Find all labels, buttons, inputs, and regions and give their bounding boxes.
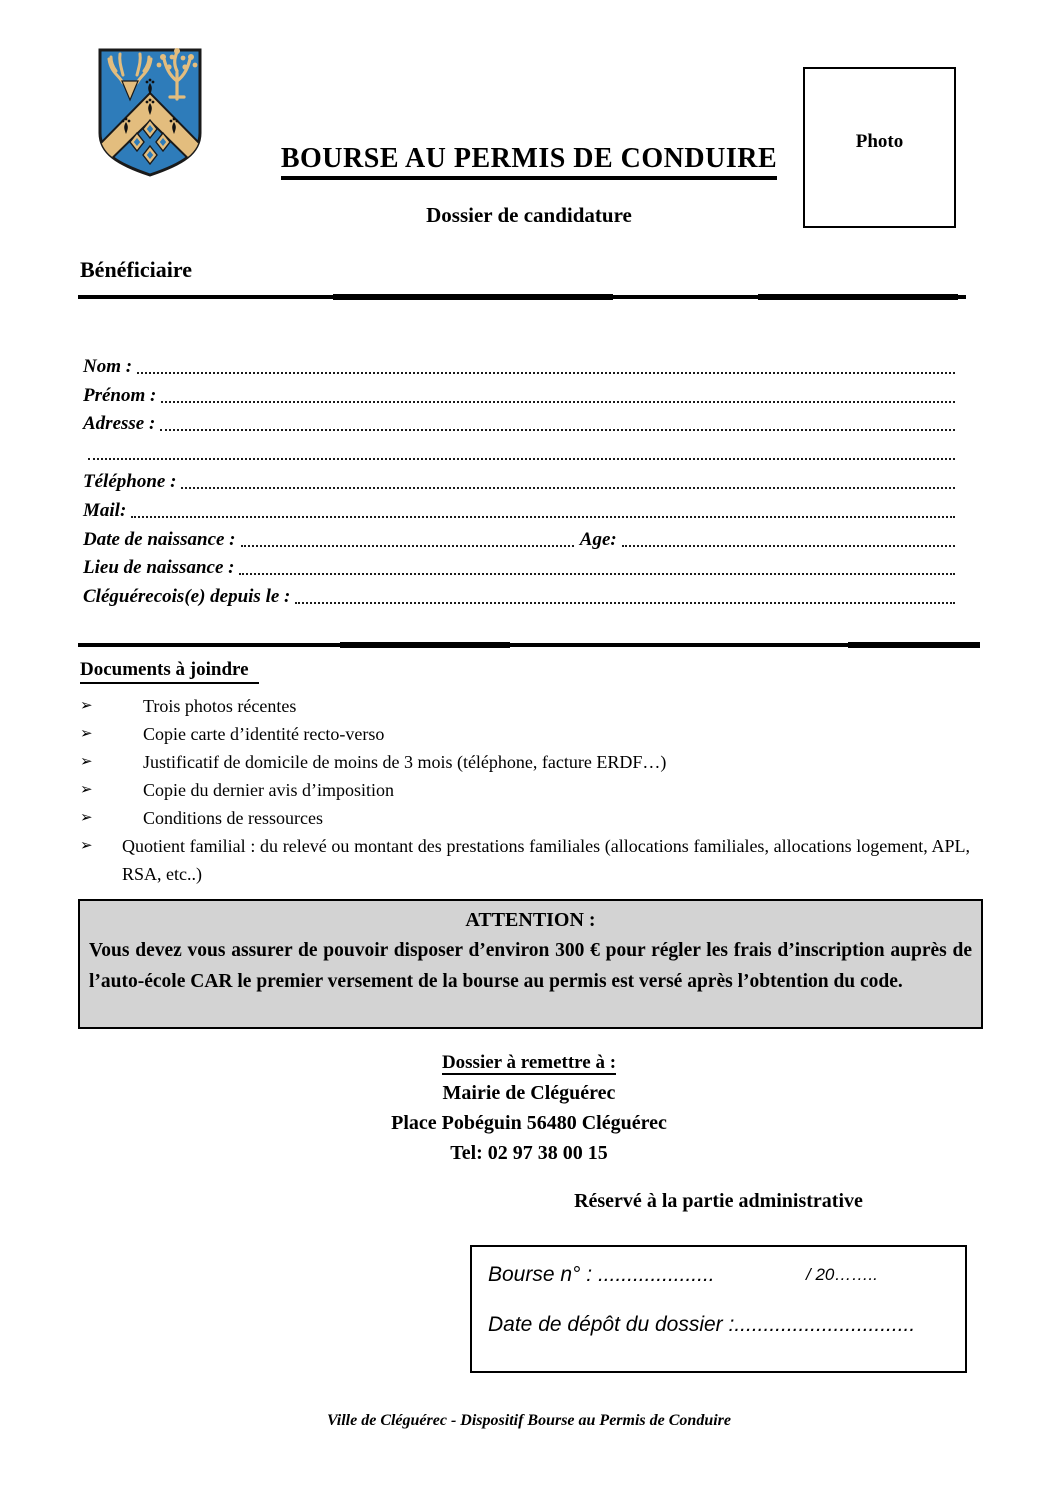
list-item-text: Copie du dernier avis d’imposition: [143, 780, 394, 800]
bourse-year-label: / 20……..: [806, 1265, 878, 1284]
fill-in-line: [295, 602, 955, 604]
field-prenom: [83, 378, 955, 407]
submit-heading: Dossier à remettre à :: [441, 1052, 617, 1073]
photo-label: Photo: [855, 131, 904, 152]
list-item: [80, 832, 970, 888]
admin-bourse-row: [488, 1263, 949, 1293]
arrow-bullet-icon: ➢: [80, 698, 93, 714]
fill-in-line: [241, 545, 574, 547]
fill-in-line: [622, 545, 955, 547]
submit-line: Place Pobéguin 56480 Cléguérec: [391, 1112, 667, 1134]
divider-line-top: [78, 295, 966, 299]
field-label: Prénom :: [83, 384, 157, 406]
list-item-text: Copie carte d’identité recto-verso: [143, 724, 385, 744]
field-telephone: [83, 464, 955, 493]
page-footer: Ville de Cléguérec - Dispositif Bourse au Permis de Conduire: [326, 1412, 731, 1429]
list-item-text: Quotient familial : du relevé ou montant des prestations familiales (allocations familiales, allocations logement, APL, RSA, etc..): [122, 836, 970, 884]
submit-line: Mairie de Cléguérec: [442, 1082, 616, 1104]
list-item: [80, 748, 970, 776]
list-item: [80, 804, 970, 832]
fill-in-line: [137, 372, 955, 374]
attention-body: Vous devez vous assurer de pouvoir disposer d’environ 300 € pour régler les frais d’inscription auprès de l’auto-école CAR le premier versement de la bourse au permis est versé après l’obtention du code.: [89, 940, 972, 992]
list-item-text: Trois photos récentes: [143, 696, 297, 716]
page-subtitle: Dossier de candidature: [426, 203, 632, 227]
fill-in-line: [161, 401, 955, 403]
field-label: Téléphone :: [83, 470, 177, 492]
arrow-bullet-icon: ➢: [80, 838, 93, 854]
field-label: Mail:: [83, 499, 127, 521]
field-label: Date de naissance :: [83, 528, 236, 550]
documents-heading: Documents à joindre: [80, 659, 259, 684]
field-adresse: [83, 407, 955, 436]
list-item: [80, 692, 970, 720]
submit-line: Tel: 02 97 38 00 15: [450, 1142, 608, 1164]
attention-box: [78, 899, 983, 1029]
submit-address-block: [0, 1048, 1058, 1168]
field-cleguerecois-depuis: [83, 579, 955, 608]
fill-in-line: [88, 458, 955, 460]
list-item: [80, 776, 970, 804]
admin-date-row: [488, 1313, 949, 1337]
admin-box: [470, 1245, 967, 1373]
page-title: BOURSE AU PERMIS DE CONDUIRE: [0, 143, 1058, 180]
arrow-bullet-icon: ➢: [80, 726, 93, 742]
fill-in-line: [181, 487, 955, 489]
fill-in-line: [239, 573, 955, 575]
arrow-bullet-icon: ➢: [80, 782, 93, 798]
documents-section: [80, 659, 970, 888]
field-lieu-naissance: [83, 551, 955, 580]
photo-placeholder-box: [803, 67, 956, 228]
field-date-naissance-age: [83, 522, 955, 551]
field-adresse-continuation: [83, 435, 955, 464]
field-label: Nom :: [83, 355, 133, 377]
field-nom: [83, 349, 955, 378]
list-item-text: Conditions de ressources: [143, 808, 323, 828]
field-label-age: Age:: [579, 528, 617, 550]
deposit-date-label: Date de dépôt du dossier :...............................: [488, 1313, 916, 1336]
field-mail: [83, 493, 955, 522]
fill-in-line: [160, 429, 955, 431]
field-label: Lieu de naissance :: [83, 557, 235, 579]
list-item-text: Justificatif de domicile de moins de 3 mois (téléphone, facture ERDF…): [143, 752, 667, 772]
field-label: Cléguérecois(e) depuis le :: [83, 586, 291, 608]
documents-list: [80, 692, 970, 888]
divider-line-middle: [78, 643, 980, 647]
admin-heading: Réservé à la partie administrative: [574, 1190, 863, 1212]
beneficiary-fields: [83, 349, 955, 608]
bourse-number-label: Bourse n° : ....................: [488, 1263, 715, 1286]
beneficiary-heading: Bénéficiaire: [80, 257, 192, 282]
attention-heading: ATTENTION :: [465, 909, 596, 931]
arrow-bullet-icon: ➢: [80, 754, 93, 770]
fill-in-line: [131, 516, 955, 518]
arrow-bullet-icon: ➢: [80, 810, 93, 826]
list-item: [80, 720, 970, 748]
field-label: Adresse :: [83, 413, 156, 435]
